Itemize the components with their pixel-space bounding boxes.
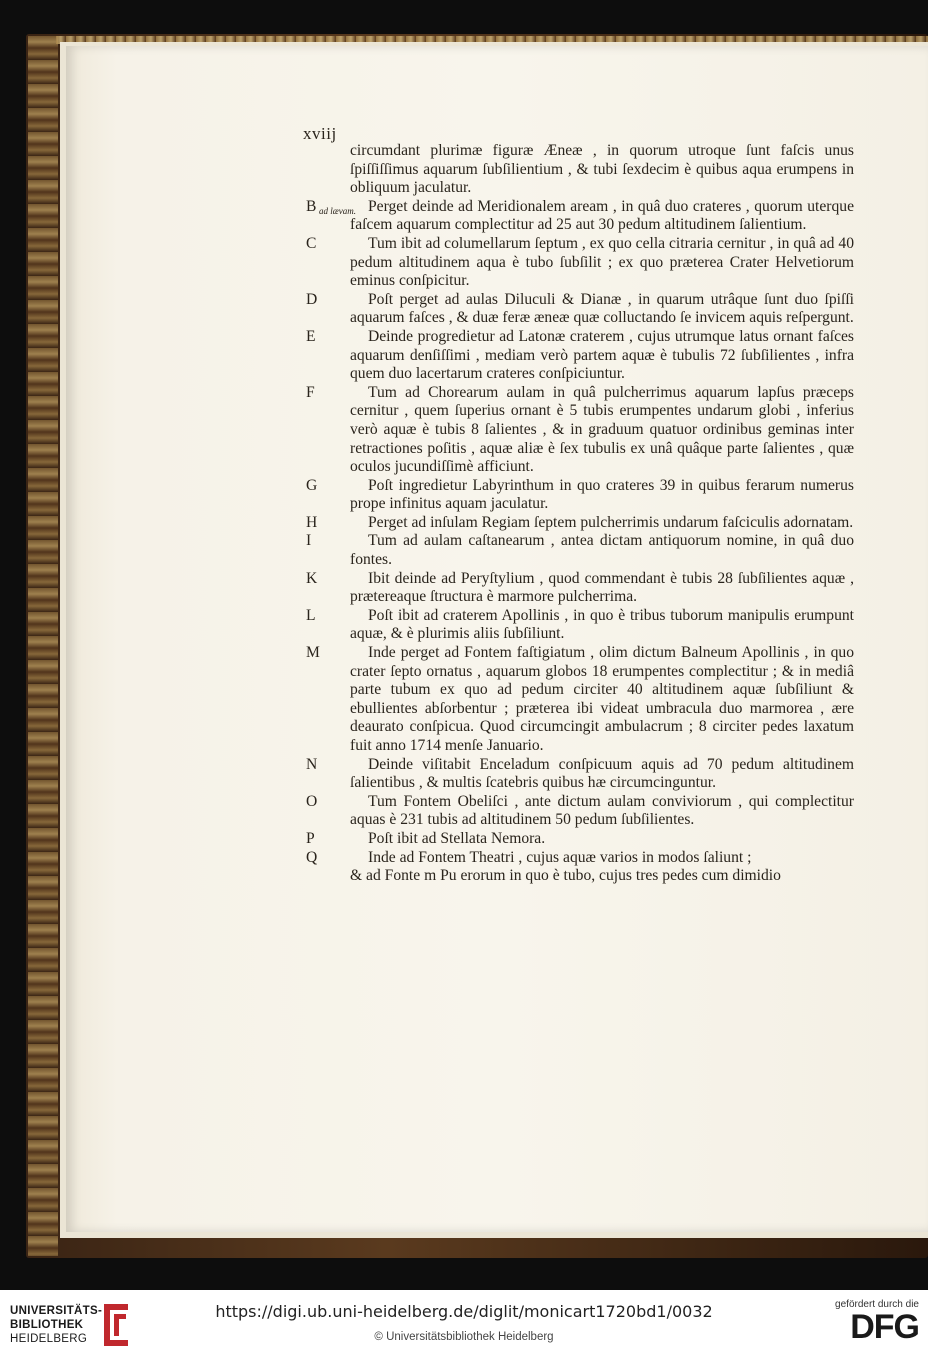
library-name-line: UNIVERSITÄTS- xyxy=(10,1305,103,1317)
entry-text: Tum Fontem Obeliſci , ante dictum aulam conviviorum , qui complectitur aquas è 231 tubis ad altitudinem 50 pedum ſubſilientes. xyxy=(350,792,854,829)
text-entry xyxy=(306,328,854,384)
entry-text: Tum ad aulam caſtanearum , antea dictam antiquorum nomine, in quâ duo fontes. xyxy=(350,532,854,569)
text-entry xyxy=(306,142,854,198)
text-entry xyxy=(306,607,854,644)
entry-marker: O xyxy=(306,792,318,810)
text-entry xyxy=(306,198,854,235)
entry-marker: H xyxy=(306,513,318,531)
entry-marker: C xyxy=(306,234,317,252)
entry-marker: G xyxy=(306,476,318,494)
entry-marker: E xyxy=(306,327,316,345)
entry-marker: Q xyxy=(306,848,318,866)
funder-caption: gefördert durch die xyxy=(835,1299,919,1310)
entry-text: Tum ibit ad columellarum ſeptum , ex quo cella citraria cernitur , in quâ ad 40 pedum altitudinem aqua è tubo ſubſilit ; ex quo præterea Crater Helvetiorum eminus conſpicitur. xyxy=(350,234,854,290)
text-entry xyxy=(306,477,854,514)
text-entry xyxy=(306,830,854,849)
entry-marker: P xyxy=(306,829,315,847)
dfg-logo: DFG xyxy=(850,1308,919,1346)
text-entry xyxy=(306,644,854,756)
page-number: xviij xyxy=(303,124,337,143)
entry-marker: I xyxy=(306,532,312,550)
library-name-line: HEIDELBERG xyxy=(10,1333,88,1345)
entry-text: Ibit deinde ad Peryſtylium , quod commendant è tubis 28 ſubſilientes aquæ , prætereaque ſtructura è marmore pulcherrima. xyxy=(350,569,854,606)
text-entry xyxy=(306,570,854,607)
entry-text: Inde perget ad Fontem faſtigiatum , olim dictum Balneum Apollinis , in quo crater ſepto ornatus , aquarum globos 18 erumpentes complectitur ; & in mediâ parte tubum ex quo ad pedum circiter 40 altitudinem aquæ ſubſiliunt & ebullientes abſorbentur ; præterea ibi videat umbracula duo marmorea , ære deaurato conſpicua. Quod circumcingit ambulacrum ; 8 circiter pedes laxatum fuit anno 1714 menſe Januario. xyxy=(350,644,854,754)
entry-marker: M xyxy=(306,644,320,662)
text-entry xyxy=(306,235,854,291)
copyright-notice: © Universitätsbibliothek Heidelberg xyxy=(374,1331,554,1343)
entry-marker: D xyxy=(306,290,318,308)
text-entry xyxy=(306,532,854,569)
entry-marker: F xyxy=(306,383,315,401)
text-entry xyxy=(306,793,854,830)
text-entry xyxy=(306,849,854,868)
entry-text: circumdant plurimæ figuræ Æneæ , in quorum utroque ſunt faſcis unus ſpiſſiſſimus aquarum ſubſilientium , & tubi ſexdecim è quibus aqua erumpens in obliquum jaculatur. xyxy=(350,142,854,197)
entry-text: Deinde progredietur ad Latonæ craterem , cujus utrumque latus ornant faſces aquarum denſiſſimi , mediam verò partem aquæ è tubulis 72 ſubſilientes , infra quem duo lacertarum crateres conſpiciuntur. xyxy=(350,327,854,383)
entry-text: Perget deinde ad Meridionalem aream , in quâ duo crateres , quorum uterque faſcem aquarum complectitur ad 25 aut 30 pedum altitudinem ſalientium. xyxy=(350,197,854,234)
text-entry xyxy=(306,756,854,793)
text-entry xyxy=(306,867,854,886)
entry-marker: N xyxy=(306,755,318,773)
entry-text: Poſt perget ad aulas Diluculi & Dianæ , in quarum utrâque ſunt duo ſpiſſi aquarum faſces , & duæ feræ æneæ quæ colluctando ſe invicem aquis reſpergunt. xyxy=(350,290,854,327)
entry-marker: B xyxy=(306,197,317,215)
entry-text: & ad Fonte m Pu erorum in quo è tubo, cujus tres pedes cum dimidio xyxy=(350,867,781,885)
viewer-footer xyxy=(0,1290,928,1356)
library-name-line: BIBLIOTHEK xyxy=(10,1319,84,1331)
entry-text: Perget ad inſulam Regiam ſeptem pulcherrimis undarum faſciculis adornatam. xyxy=(368,513,854,531)
text-entry xyxy=(306,514,854,533)
entry-text: Poſt ibit ad Stellata Nemora. xyxy=(368,829,546,847)
page-text xyxy=(306,142,854,886)
entry-text: Deinde viſitabit Enceladum conſpicuum aquis ad 70 pedum altitudinem ſalientibus , & multis ſcatebris quibus hæ circumcinguntur. xyxy=(350,755,854,792)
document-url[interactable]: https://digi.ub.uni-heidelberg.de/diglit/monicart1720bd1/0032 xyxy=(215,1302,713,1321)
marker-note: ad lævam. xyxy=(319,205,356,216)
binding-ornament xyxy=(28,36,58,1256)
text-entry xyxy=(306,291,854,328)
entry-text: Poſt ibit ad craterem Apollinis , in quo è tribus tuborum manipulis erumpunt aquæ, & è plurimis aliis ſubſiliunt. xyxy=(350,606,854,643)
entry-marker: L xyxy=(306,606,316,624)
entry-text: Inde ad Fontem Theatri , cujus aquæ varios in modos ſaliunt ; xyxy=(368,848,752,866)
text-entry xyxy=(306,384,854,477)
funder-logo[interactable] xyxy=(824,1299,919,1347)
entry-marker: K xyxy=(306,569,318,587)
entry-text: Poſt ingredietur Labyrinthum in quo crateres 39 in quibus ferarum numerus prope infinitus aquam jaculatur. xyxy=(350,476,854,513)
entry-text: Tum ad Chorearum aulam in quâ pulcherrimus aquarum lapſus præceps cernitur , quem ſuperius ornant è 5 tubis erumpentes undarum globi , inferius verò aquæ è tubis 8 ſalientes , & in graduum quatuor ordinibus geminas inter retractiones poſitis , aquæ aliæ è ſex tubulis ex unâ quâque parte ſalientes , quæ oculos jucundiſſimè afficiunt. xyxy=(350,383,854,476)
